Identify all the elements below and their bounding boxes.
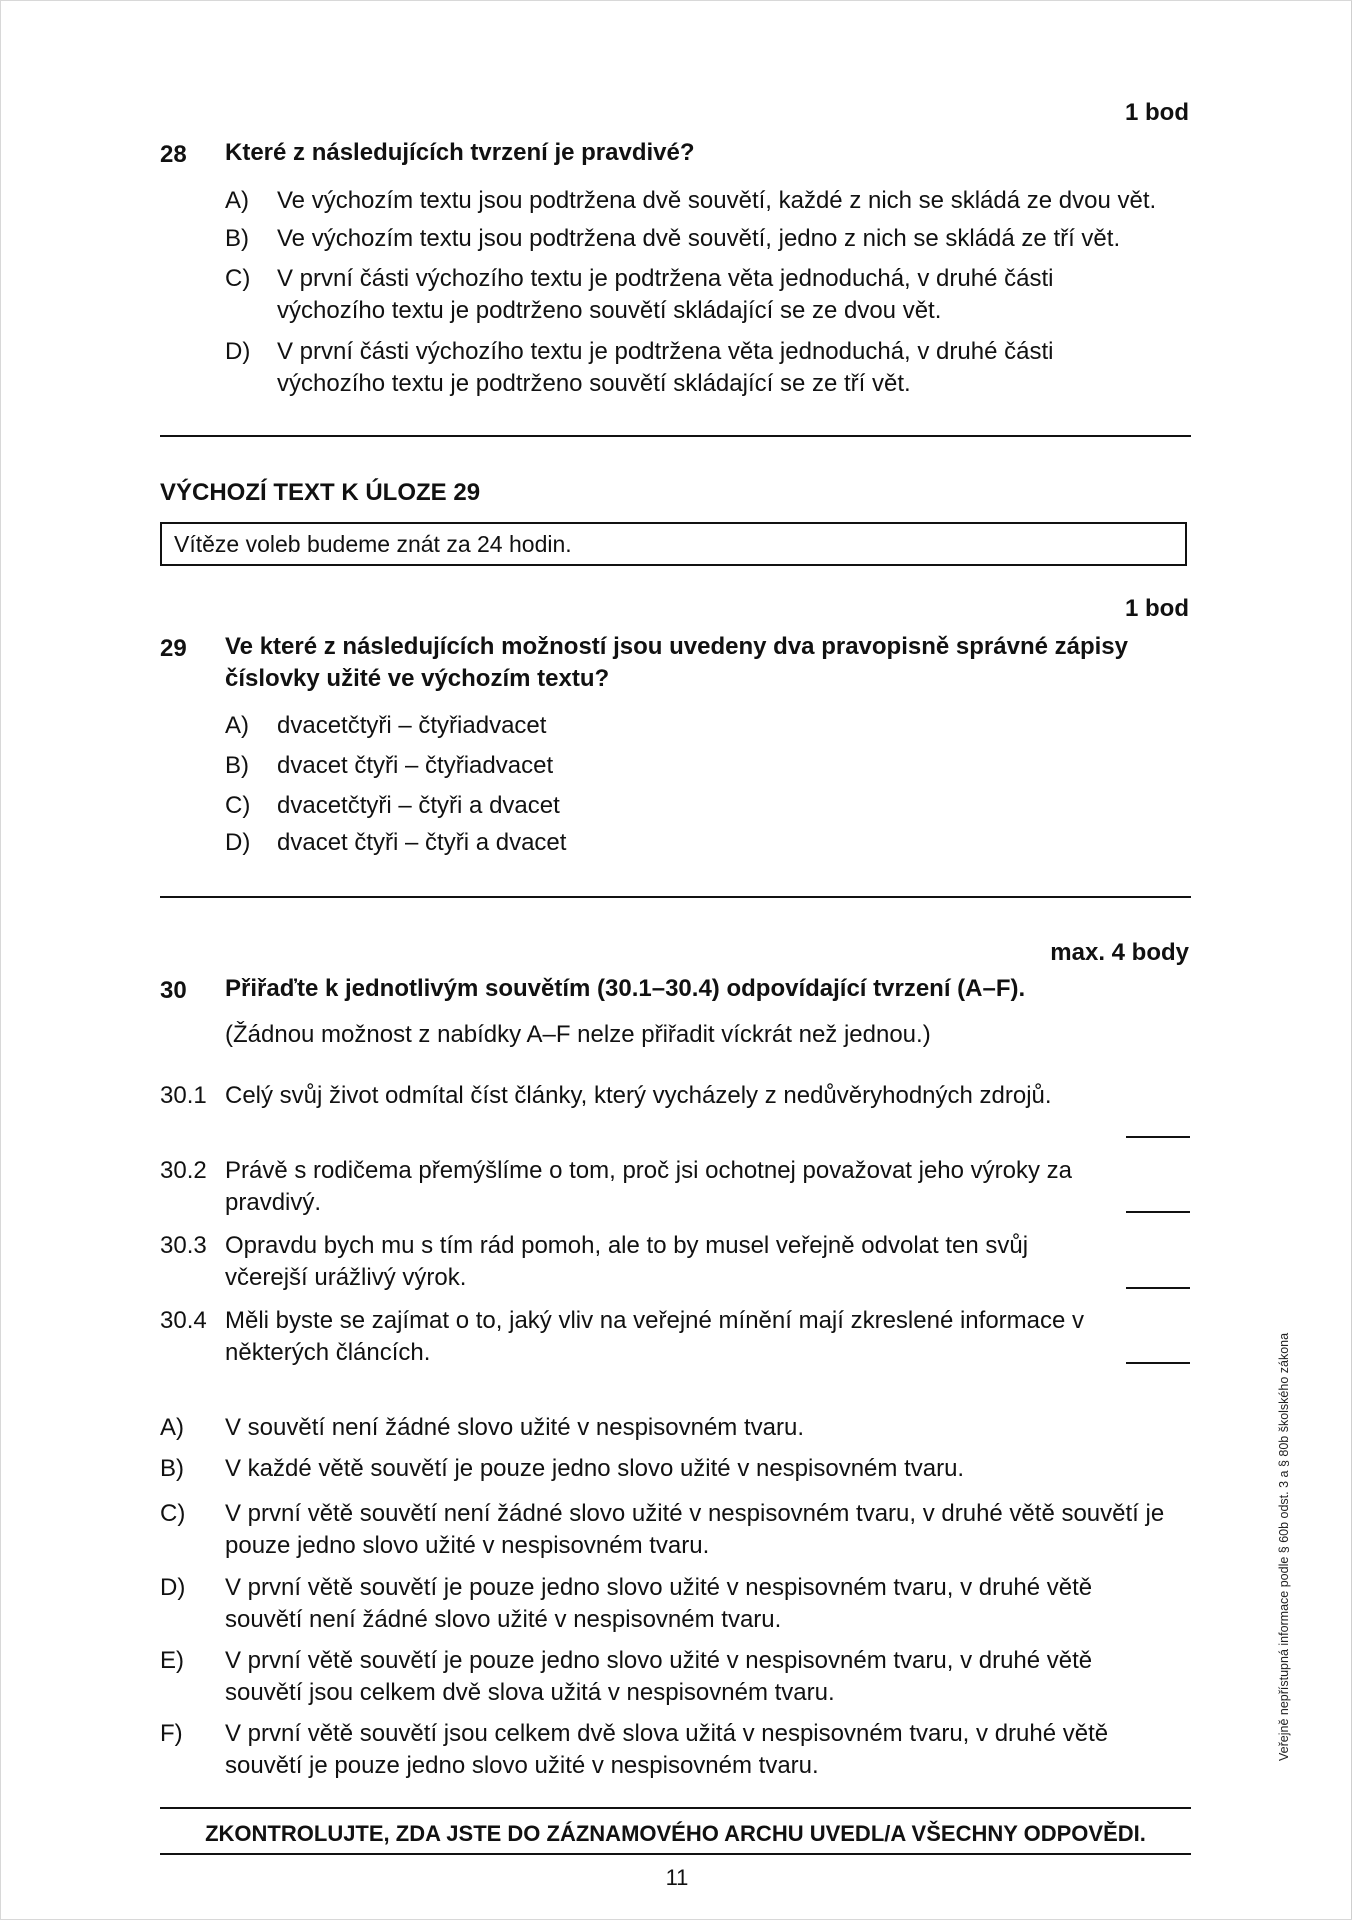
item-text: Celý svůj život odmítal číst články, který vycházely z nedůvěryhodných zdrojů. [225, 1082, 1052, 1109]
option-text: dvacet čtyři – čtyři a dvacet [277, 829, 567, 856]
statement-text: V první větě souvětí není žádné slovo užité v nespisovném tvaru, v druhé větě souvětí je pouze jedno slovo užité v nespisovném tvaru. [225, 1500, 1165, 1559]
option-label: A) [225, 712, 249, 739]
option-text: Ve výchozím textu jsou podtržena dvě souvětí, jedno z nich se skládá ze tří vět. [277, 225, 1121, 252]
option-text: dvacetčtyři – čtyřiadvacet [277, 712, 547, 739]
statement-text: V každé větě souvětí je pouze jedno slovo užité v nespisovném tvaru. [225, 1455, 965, 1482]
answer-blank-30-4[interactable] [1126, 1362, 1190, 1364]
item-number: 30.3 [160, 1232, 207, 1259]
q30-points: max. 4 body [1050, 939, 1189, 966]
option-label: D) [225, 829, 251, 856]
statement-label: F) [160, 1720, 183, 1747]
option-label: C) [225, 265, 251, 292]
option-label: B) [225, 225, 249, 252]
option-text: dvacet čtyři – čtyřiadvacet [277, 752, 554, 779]
footer-rule-top [160, 1807, 1191, 1809]
option-text: V první části výchozího textu je podtržena věta jednoduchá, v druhé části výchozího textu je podtrženo souvětí skládající se ze tří vět. [277, 338, 1054, 397]
item-text: Právě s rodičema přemýšlíme o tom, proč jsi ochotnej považovat jeho výroky za pravdivý. [225, 1157, 1073, 1216]
q29-number: 29 [160, 635, 187, 662]
option-text: V první části výchozího textu je podtržena věta jednoduchá, v druhé části výchozího textu je podtrženo souvětí skládající se ze dvou vět. [277, 265, 1054, 324]
answer-blank-30-3[interactable] [1126, 1287, 1190, 1289]
option-label: B) [225, 752, 249, 779]
q29-points: 1 bod [1125, 595, 1189, 622]
q30-number: 30 [160, 977, 187, 1004]
statement-label: B) [160, 1455, 184, 1482]
q28-number: 28 [160, 141, 187, 168]
option-text: dvacetčtyři – čtyři a dvacet [277, 792, 560, 819]
divider [160, 435, 1191, 437]
option-label: C) [225, 792, 251, 819]
side-legal-note: Veřejně nepřístupná informace podle § 60b odst. 3 a § 80b školského zákona [1277, 1332, 1291, 1761]
item-number: 30.1 [160, 1082, 207, 1109]
answer-blank-30-1[interactable] [1126, 1136, 1190, 1138]
divider [160, 896, 1191, 898]
item-text: Měli byste se zajímat o to, jaký vliv na veřejné mínění mají zkreslené informace v některých článcích. [225, 1307, 1085, 1366]
answer-blank-30-2[interactable] [1126, 1211, 1190, 1213]
option-label: D) [225, 338, 251, 365]
q29-source-text-box [160, 522, 1187, 566]
statement-label: E) [160, 1647, 184, 1674]
statement-label: D) [160, 1574, 186, 1601]
footer-check-text: ZKONTROLUJTE, ZDA JSTE DO ZÁZNAMOVÉHO ARCHU UVEDL/A VŠECHNY ODPOVĚDI. [205, 1821, 1146, 1846]
option-text: Ve výchozím textu jsou podtržena dvě souvětí, každé z nich se skládá ze dvou vět. [277, 187, 1157, 214]
statement-text: V první větě souvětí je pouze jedno slovo užité v nespisovném tvaru, v druhé větě souvětí jsou celkem dvě slova užitá v nespisovném tvaru. [225, 1647, 1093, 1706]
statement-text: V souvětí není žádné slovo užité v nespisovném tvaru. [225, 1414, 804, 1441]
option-label: A) [225, 187, 249, 214]
q29-section-title: VÝCHOZÍ TEXT K ÚLOZE 29 [160, 479, 481, 506]
statement-text: V první větě souvětí jsou celkem dvě slova užitá v nespisovném tvaru, v druhé větě souvětí je pouze jedno slovo užité v nespisovném tvaru. [225, 1720, 1109, 1779]
item-number: 30.4 [160, 1307, 207, 1334]
q29-source-text: Vítěze voleb budeme znát za 24 hodin. [174, 531, 572, 557]
page-number: 11 [665, 1865, 689, 1890]
item-number: 30.2 [160, 1157, 207, 1184]
q28-question: Které z následujících tvrzení je pravdivé? [225, 139, 695, 166]
footer-rule-bottom [160, 1853, 1191, 1855]
q30-note: (Žádnou možnost z nabídky A–F nelze přiřadit víckrát než jednou.) [225, 1021, 931, 1048]
statement-label: C) [160, 1500, 186, 1527]
statement-label: A) [160, 1414, 184, 1441]
q28-points: 1 bod [1125, 99, 1189, 126]
q30-question: Přiřaďte k jednotlivým souvětím (30.1–30.4) odpovídající tvrzení (A–F). [225, 975, 1026, 1002]
item-text: Opravdu bych mu s tím rád pomoh, ale to by musel veřejně odvolat ten svůj včerejší urážlivý výrok. [225, 1232, 1029, 1291]
q29-question: Ve které z následujících možností jsou uvedeny dva pravopisně správné zápisy číslovky užité ve výchozím textu? [225, 633, 1128, 692]
statement-text: V první větě souvětí je pouze jedno slovo užité v nespisovném tvaru, v druhé větě souvětí není žádné slovo užité v nespisovném tvaru. [225, 1574, 1093, 1633]
